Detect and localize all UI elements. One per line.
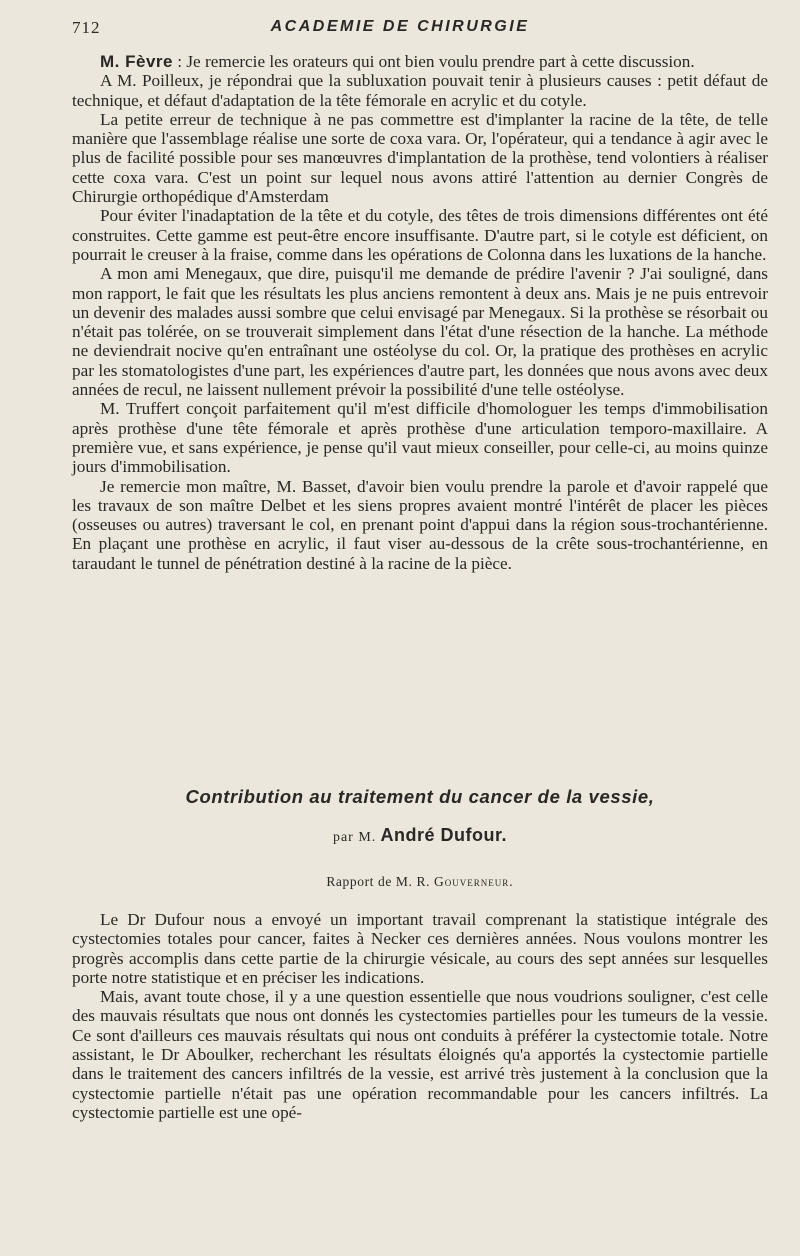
page-number: 712 bbox=[72, 18, 101, 37]
author-name: André Dufour. bbox=[380, 825, 508, 845]
byline bbox=[72, 825, 768, 846]
discussion-paragraph: A M. Poilleux, je répondrai que la subluxation pouvait tenir à plusieurs causes : petit défaut de technique, et défaut d'adaptation de la tête fémorale en acrylic et du cotyle. bbox=[72, 71, 768, 110]
article-title: Contribution au traitement du cancer de la vessie, bbox=[185, 786, 655, 807]
rapporteur-name: Gouverneur. bbox=[434, 874, 514, 889]
speaker-name: M. Fèvre bbox=[100, 52, 173, 71]
report-section bbox=[72, 910, 768, 1122]
report-prefix: Rapport de M. R. bbox=[326, 874, 431, 889]
discussion-paragraph: M. Truffert conçoit parfaitement qu'il m'est difficile d'homologuer les temps d'immobilisation après prothèse d'une tête fémorale et après prothèse d'une articulation temporo-maxillaire. A première vue, et sans expérience, je pense qu'il vaut mieux conseiller, pour celle-ci, au moins quinze jours d'immobilisation. bbox=[72, 399, 768, 477]
running-header bbox=[72, 18, 728, 42]
discussion-paragraph: Pour éviter l'inadaptation de la tête et du cotyle, des têtes de trois dimensions différentes ont été construites. Cette gamme est peut-être encore insuffisante. D'autre part, si le cotyle est déficient, on pourrait le creuser à la fraise, comme dans les opérations de Colonna dans les luxations de la hanche. bbox=[72, 206, 768, 264]
discussion-paragraph: A mon ami Menegaux, que dire, puisqu'il me demande de prédire l'avenir ? J'ai souligné, dans mon rapport, le fait que les résultats les plus anciens remontent à deux ans. Mais je ne puis entrevoir un devenir des malades aussi sombre que celui envisagé par Menegaux. Si la prothèse se résorbait ou n'était pas tolérée, on se trouverait simplement dans l'état d'une résection de la hanche. La méthode ne deviendrait nocive qu'en entraînant une ostéolyse du col. Or, la pratique des prothèses en acrylic par les stomatologistes d'une part, les expériences d'autre part, les données que nous avons avec deux années de recul, ne laissent nullement prévoir la possibilité d'une telle ostéolyse. bbox=[72, 264, 768, 400]
report-paragraph: Le Dr Dufour nous a envoyé un important travail comprenant la statistique intégrale des cystectomies totales pour cancer, faites à Necker ces dernières années. Nous voulons montrer les progrès accomplis dans cette partie de la chirurgie vésicale, au cours des sept années sur lesquelles porte notre statistique et en préciser les indications. bbox=[72, 910, 768, 987]
discussion-paragraph bbox=[72, 52, 768, 71]
discussion-section bbox=[72, 52, 768, 573]
discussion-paragraph: Je remercie mon maître, M. Basset, d'avoir bien voulu prendre la parole et d'avoir rappelé que les travaux de son maître Delbet et les siens propres avaient montré l'intérêt de placer les pièces (osseuses ou autres) traversant le col, en prenant point d'appui dans la région sous-trochantérienne. En plaçant une prothèse en acrylic, il faut viser au-dessous de la crête sous-trochantérienne, en taraudant le tunnel de pénétration destiné à la racine de la pièce. bbox=[72, 476, 768, 573]
discussion-paragraph: La petite erreur de technique à ne pas commettre est d'implanter la racine de la tête, de telle manière que l'assemblage réalise une sorte de coxa vara. Or, l'opérateur, qui a tendance à agir avec le plus de facilité possible pour ses manœuvres d'implantation de la prothèse, tend volontiers à réaliser cette coxa vara. C'est un point sur lequel nous avons attiré l'attention au dernier Congrès de Chirurgie orthopédique d'Amsterdam bbox=[72, 109, 768, 207]
report-paragraph: Mais, avant toute chose, il y a une question essentielle que nous voudrions souligner, c'est celle des mauvais résultats que nous ont donnés les cystectomies partielles pour les tumeurs de la vessie. Ce sont d'ailleurs ces mauvais résultats qui nous ont conduits à préférer la cystectomie totale. Notre assistant, le Dr Aboulker, recherchant les résultats éloignés qu'a apportés la cystectomie partielle dans le traitement des cancers infiltrés de la vessie, est arrivé très justement à la conclusion que la cystectomie partielle n'était pas une opération recommandable pour les cancers infiltrés. La cystectomie partielle est une opé- bbox=[72, 987, 768, 1122]
report-attribution bbox=[72, 874, 768, 890]
journal-title: ACADEMIE DE CHIRURGIE bbox=[270, 18, 530, 35]
byline-prefix: par M. bbox=[332, 830, 377, 845]
paragraph-text: : Je remercie les orateurs qui ont bien voulu prendre part à cette discussion. bbox=[172, 52, 695, 71]
